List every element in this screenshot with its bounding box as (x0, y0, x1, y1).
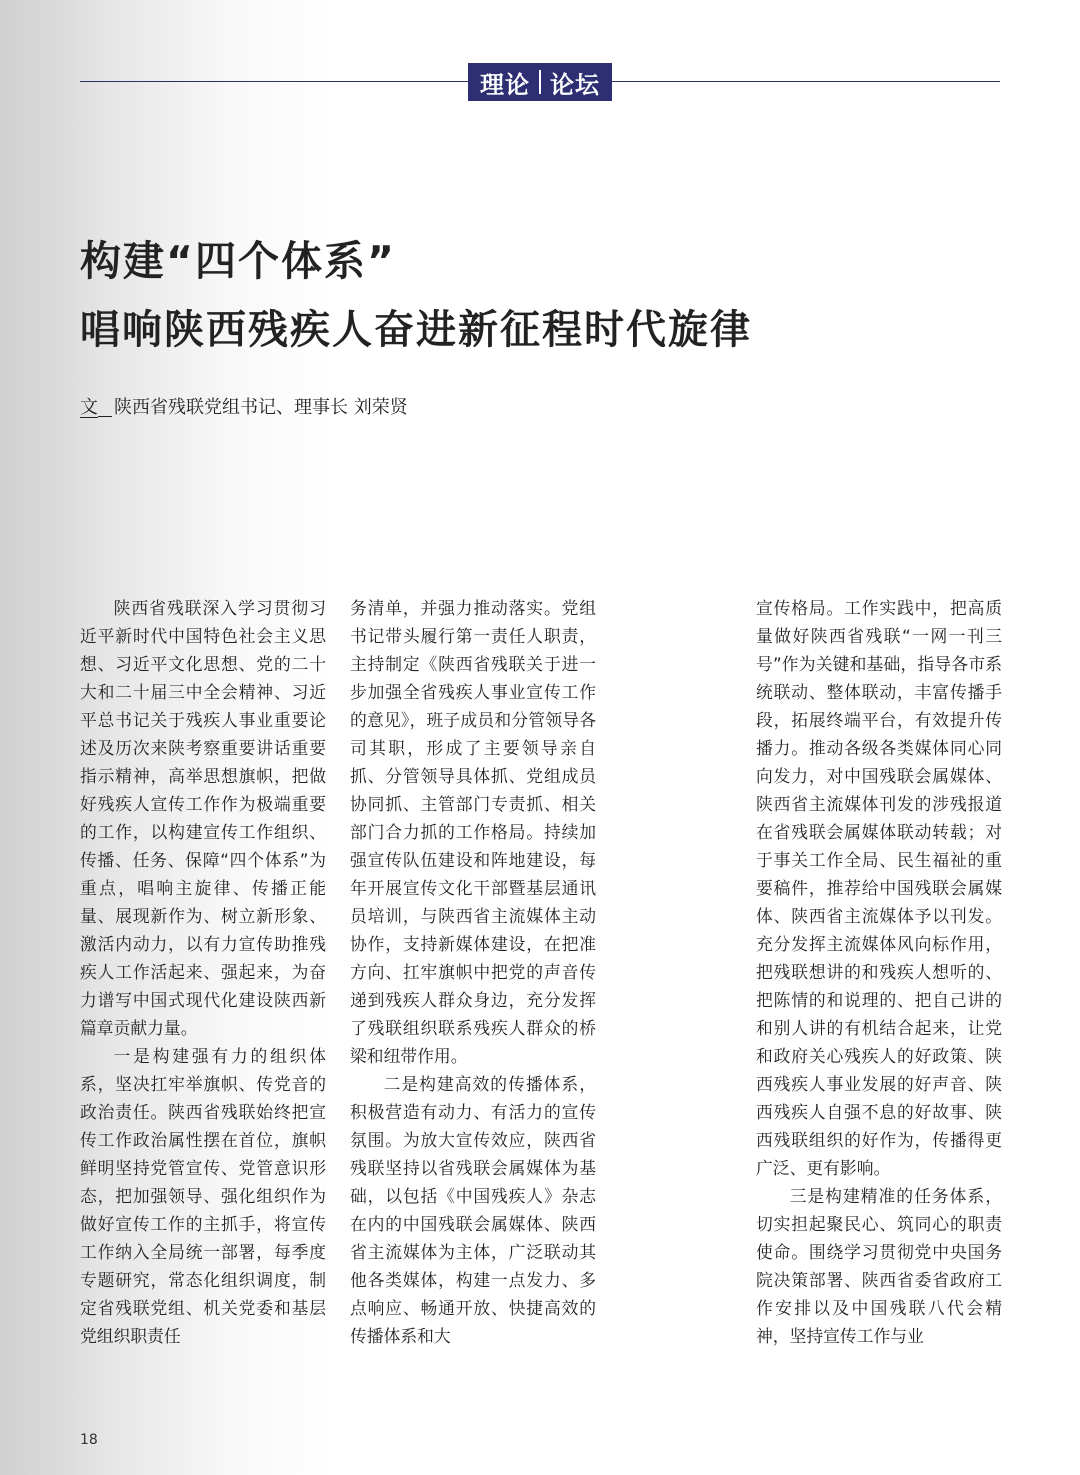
paragraph: 务清单，并强力推动落实。党组书记带头履行第一责任人职责，主持制定《陕西省残联关于进一步加强全省残疾人事业宣传工作的意见》，班子成员和分管领导各司其职，形成了主要领导亲自抓、分管领导具体抓、党组成员协同抓、主管部门专责抓、相关部门合力抓的工作格局。持续加强宣传队伍建设和阵地建设，每年开展宣传文化干部暨基层通讯员培训，与陕西省主流媒体主动协作，支持新媒体建设，在把准方向、扛牢旗帜中把党的声音传递到残疾人群众身边，充分发挥了残联组织联系残疾人群众的桥梁和纽带作用。 (350, 598, 596, 1066)
text-column-3 (756, 594, 1002, 1350)
paragraph: 一是构建强有力的组织体系，坚决扛牢举旗帜、传党音的政治责任。陕西省残联始终把宣传工作政治属性摆在首位，旗帜鲜明坚持党管宣传、党管意识形态，把加强领导、强化组织作为做好宣传工作的主抓手，将宣传工作纳入全局统一部署，每季度专题研究，常态化组织调度，制定省残联党组、机关党委和基层党组织职责任 (80, 1046, 326, 1346)
section-label-theory: 理论 (480, 70, 530, 99)
section-badge (468, 63, 612, 101)
article-title-line-2: 唱响陕西残疾人奋进新征程时代旋律 (80, 307, 752, 353)
paragraph: 二是构建高效的传播体系，积极营造有动力、有活力的宣传氛围。为放大宣传效应，陕西省残联坚持以省残联会属媒体为基础，以包括《中国残疾人》杂志在内的中国残联会属媒体、陕西省主流媒体为主体，广泛联动其他各类媒体，构建一点发力、多点响应、畅通开放、快捷高效的传播体系和大 (350, 1074, 596, 1346)
byline-gap (98, 416, 112, 417)
section-divider (539, 70, 541, 94)
byline-prefix: 文 (80, 397, 98, 418)
paragraph: 三是构建精准的任务体系，切实担起聚民心、筑同心的职责使命。围绕学习贯彻党中央国务院决策部署、陕西省委省政府工作安排以及中国残联八代会精神，坚持宣传工作与业 (756, 1186, 1002, 1346)
page-number: 18 (80, 1432, 98, 1448)
text-column-1 (80, 594, 326, 1350)
section-label-forum: 论坛 (550, 70, 600, 99)
byline-author: 陕西省残联党组书记、理事长 刘荣贤 (114, 397, 408, 418)
paragraph: 宣传格局。工作实践中，把高质量做好陕西省残联“一网一刊三号”作为关键和基础，指导各市系统联动、整体联动，丰富传播手段，拓展终端平台，有效提升传播力。推动各级各类媒体同心同向发力，对中国残联会属媒体、陕西省主流媒体刊发的涉残报道在省残联会属媒体联动转载；对于事关工作全局、民生福祉的重要稿件，推荐给中国残联会属媒体、陕西省主流媒体予以刊发。充分发挥主流媒体风向标作用，把残联想讲的和残疾人想听的、把陈情的和说理的、把自己讲的和别人讲的有机结合起来，让党和政府关心残疾人的好政策、陕西残疾人事业发展的好声音、陕西残疾人自强不息的好故事、陕西残联组织的好作为，传播得更广泛、更有影响。 (756, 598, 1002, 1178)
byline (80, 393, 408, 419)
text-column-2 (350, 594, 596, 1350)
article-title-line-1: 构建“四个体系” (80, 237, 396, 285)
paragraph: 陕西省残联深入学习贯彻习近平新时代中国特色社会主义思想、习近平文化思想、党的二十大和二十届三中全会精神、习近平总书记关于残疾人事业重要论述及历次来陕考察重要讲话重要指示精神，高举思想旗帜，把做好残疾人宣传工作作为极端重要的工作，以构建宣传工作组织、传播、任务、保障“四个体系”为重点，唱响主旋律、传播正能量、展现新作为、树立新形象、激活内动力，以有力宣传助推残疾人工作活起来、强起来，为奋力谱写中国式现代化建设陕西新篇章贡献力量。 (80, 598, 326, 1038)
